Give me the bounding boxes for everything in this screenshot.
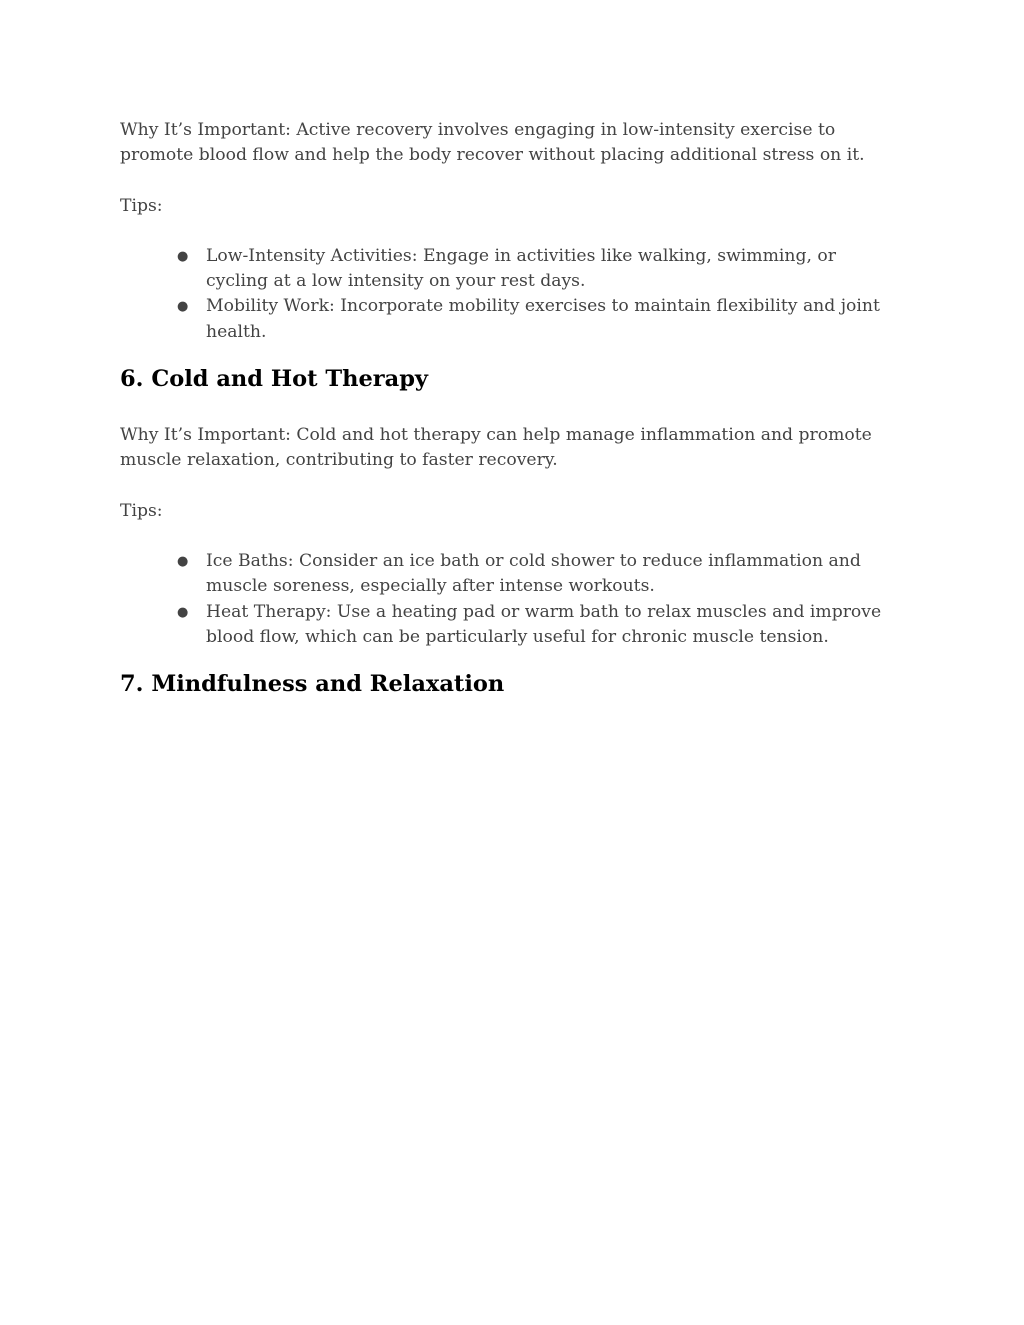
active-recovery-tips-list <box>120 244 890 345</box>
active-recovery-why-paragraph: Why It’s Important: Active recovery involves engaging in low-intensity exercise to promote blood flow and help the body recover without placing additional stress on it. <box>120 120 865 166</box>
section-heading-cold-hot-therapy: 6. Cold and Hot Therapy <box>120 366 429 393</box>
list-item <box>120 549 890 600</box>
cold-hot-tips-label: Tips: <box>120 500 163 521</box>
list-item <box>120 600 890 651</box>
bullet-icon: ● <box>177 604 189 620</box>
tip-text: Low-Intensity Activities: Engage in activities like walking, swimming, or cycling at a low intensity on your rest days. <box>206 245 836 292</box>
bullet-icon: ● <box>177 248 189 264</box>
list-item <box>120 294 890 345</box>
bullet-icon: ● <box>177 553 189 569</box>
tip-text: Ice Baths: Consider an ice bath or cold shower to reduce inflammation and muscle soreness, especially after intense workouts. <box>206 550 861 597</box>
tip-text: Mobility Work: Incorporate mobility exercises to maintain flexibility and joint health. <box>206 296 880 342</box>
bullet-icon: ● <box>177 299 189 315</box>
cold-hot-tips-list <box>120 549 890 650</box>
section-heading-mindfulness-relaxation: 7. Mindfulness and Relaxation <box>120 671 505 698</box>
tip-text: Heat Therapy: Use a heating pad or warm bath to relax muscles and improve blood flow, which can be particularly useful for chronic muscle tension. <box>206 601 882 647</box>
cold-hot-why-paragraph: Why It’s Important: Cold and hot therapy can help manage inflammation and promote muscle relaxation, contributing to faster recovery. <box>120 425 872 471</box>
active-recovery-tips-label: Tips: <box>120 195 163 216</box>
list-item <box>120 244 890 295</box>
document-content <box>120 118 890 699</box>
